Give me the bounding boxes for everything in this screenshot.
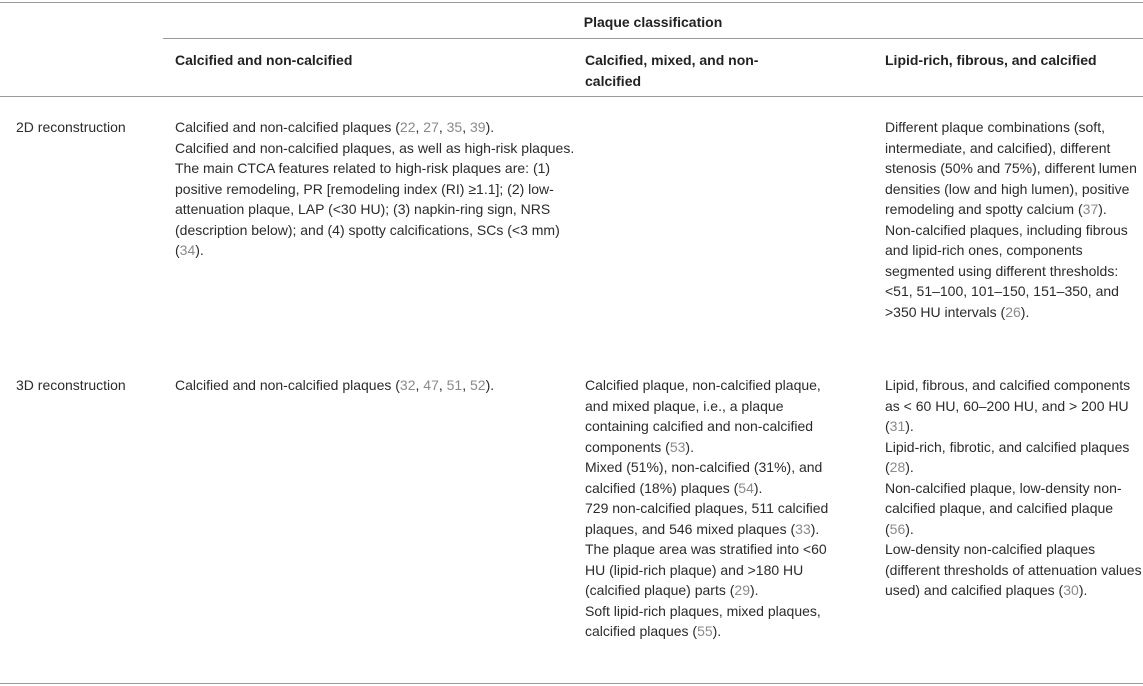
cell-text: ,	[438, 377, 447, 393]
column-header-1: Calcified and non-calcified	[175, 52, 353, 68]
table-cell	[585, 375, 840, 642]
bottom-rule	[0, 683, 1143, 684]
cell-text: ).	[1020, 303, 1030, 320]
cell-text: ).	[810, 520, 820, 537]
cell-paragraph	[585, 375, 840, 457]
reference-link[interactable]: 56	[889, 520, 906, 537]
cell-text: Soft lipid-rich plaques, mixed plaques, calcified plaques (	[585, 602, 821, 639]
cell-text: Lipid-rich, fibrotic, and calcified plaques (	[885, 438, 1130, 475]
cell-text: Lipid, fibrous, and calcified components as < 60 HU, 60–200 HU, and > 200 HU (	[885, 377, 1131, 434]
cell-paragraph	[885, 539, 1143, 601]
cell-text: ,	[462, 377, 470, 393]
top-rule	[0, 2, 1143, 3]
reference-link[interactable]: 26	[1005, 303, 1021, 320]
cell-text: ,	[415, 119, 424, 135]
header-rule	[0, 96, 1143, 97]
reference-link[interactable]: 30	[1063, 582, 1079, 598]
cell-text: ).	[485, 119, 495, 135]
reference-link[interactable]: 55	[697, 623, 713, 639]
cell-paragraph	[885, 478, 1143, 540]
cell-paragraph	[885, 220, 1143, 323]
cell-paragraph	[175, 117, 580, 138]
column-header-2: Calcified, mixed, and non-calcified	[585, 52, 759, 89]
table-cell	[175, 117, 580, 261]
cell-paragraph	[585, 539, 840, 601]
group-header: Plaque classification	[583, 14, 723, 30]
cell-text: ).	[905, 418, 914, 434]
row-label: 2D reconstruction	[16, 119, 126, 135]
cell-text: Calcified and non-calcified plaques (	[175, 119, 400, 135]
cell-text: ).	[195, 242, 204, 258]
cell-paragraph	[585, 457, 840, 498]
cell-paragraph	[175, 375, 580, 396]
cell-paragraph	[585, 601, 840, 642]
row-label: 3D reconstruction	[16, 377, 126, 393]
cell-text: Calcified plaque, non-calcified plaque, and mixed plaque, i.e., a plaque containing calcified and non-calcified components (	[585, 377, 821, 455]
reference-link[interactable]: 28	[889, 459, 906, 475]
reference-link[interactable]: 22	[399, 119, 416, 135]
cell-text: ).	[905, 459, 914, 475]
cell-paragraph	[885, 375, 1143, 437]
cell-text: Calcified and non-calcified plaques, as well as high-risk plaques. The main CTCA features related to high-risk plaques are: (1) positive remodeling, PR [remodeling index (RI) ≥1.1]; (2) low-attenuation plaque, LAP (<30 HU); (3) napkin-ring sign, NRS (description below); and (4) spotty calcifications, SCs (<3 mm) (	[175, 139, 575, 258]
cell-text: Non-calcified plaque, low-density non-calcified plaque, and calcified plaque (	[885, 479, 1122, 537]
group-rule	[163, 38, 1143, 39]
cell-text: 729 non-calcified plaques, 511 calcified plaques, and 546 mixed plaques (	[585, 500, 829, 537]
cell-text: ,	[462, 119, 470, 135]
reference-link[interactable]: 32	[399, 377, 416, 393]
reference-link[interactable]: 52	[470, 377, 486, 393]
cell-text: Different plaque combinations (soft, intermediate, and calcified), different stenosis (50% and 75%), different lumen densities (low and high lumen), positive remodeling and spotty calcium (	[885, 119, 1137, 217]
cell-text: ).	[1078, 582, 1088, 598]
cell-text: ).	[749, 582, 759, 598]
cell-text: Calcified and non-calcified plaques (	[175, 377, 400, 393]
reference-link[interactable]: 51	[446, 377, 463, 393]
reference-link[interactable]: 29	[734, 582, 750, 598]
cell-text: Mixed (51%), non-calcified (31%), and calcified (18%) plaques (	[585, 459, 823, 496]
cell-text: ).	[485, 377, 495, 393]
table-cell	[885, 375, 1143, 601]
cell-text: ).	[1098, 201, 1107, 217]
table-cell	[175, 375, 580, 396]
reference-link[interactable]: 31	[889, 418, 906, 434]
reference-link[interactable]: 37	[1082, 201, 1099, 217]
reference-link[interactable]: 47	[423, 377, 439, 393]
cell-paragraph	[885, 117, 1143, 220]
cell-text: ,	[415, 377, 424, 393]
cell-paragraph	[585, 498, 840, 539]
cell-text: ).	[753, 479, 763, 496]
cell-paragraph	[885, 437, 1143, 478]
reference-link[interactable]: 39	[470, 119, 486, 135]
cell-text: ).	[905, 520, 914, 537]
table-cell	[885, 117, 1143, 322]
reference-link[interactable]: 53	[669, 438, 686, 455]
cell-text: The plaque area was stratified into <60 HU (lipid-rich plaque) and >180 HU (calcified plaque) parts (	[585, 541, 827, 598]
reference-link[interactable]: 27	[423, 119, 439, 135]
cell-text: ).	[685, 438, 694, 455]
cell-text: Non-calcified plaques, including fibrous and lipid-rich ones, components segmented using different thresholds: <51, 51–100, 101–150, 151–350, and >350 HU intervals (	[885, 221, 1128, 320]
cell-text: Low-density non-calcified plaques (different thresholds of attenuation values used) and calcified plaques (	[885, 541, 1142, 598]
cell-text: ).	[712, 623, 722, 639]
reference-link[interactable]: 33	[795, 520, 811, 537]
reference-link[interactable]: 35	[446, 119, 463, 135]
reference-link[interactable]: 54	[738, 479, 754, 496]
cell-text: ,	[438, 119, 447, 135]
column-header-3: Lipid-rich, fibrous, and calcified	[885, 52, 1097, 68]
cell-paragraph	[175, 138, 580, 261]
reference-link[interactable]: 34	[179, 242, 196, 258]
